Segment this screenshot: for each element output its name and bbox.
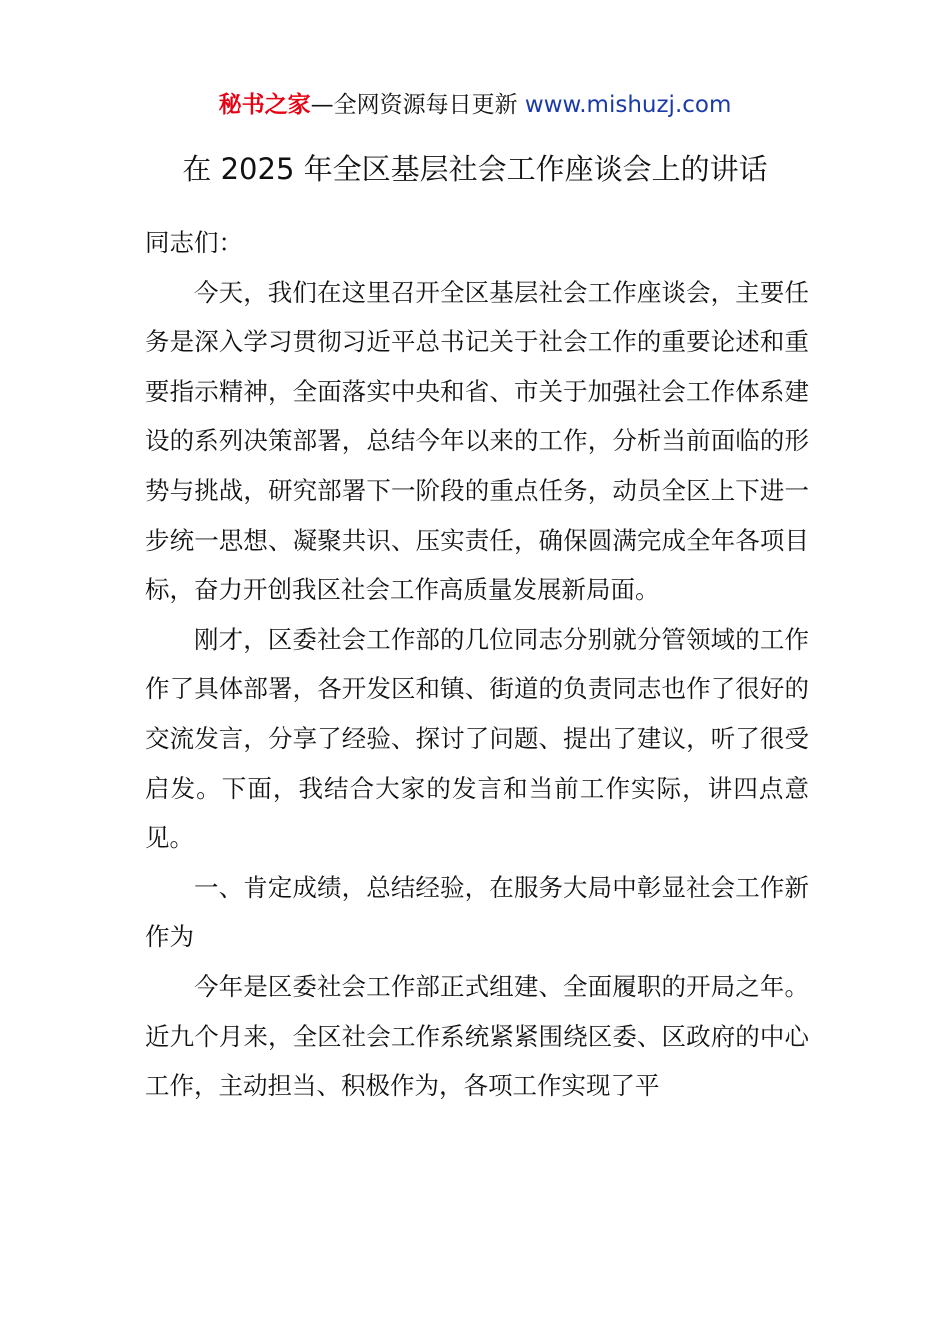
section-heading-1: 一、肯定成绩，总结经验，在服务大局中彰显社会工作新作为 <box>145 872 809 952</box>
site-tagline: —全网资源每日更新 <box>310 92 525 118</box>
document-title: 在 2025 年全区基层社会工作座谈会上的讲话 <box>182 152 768 186</box>
paragraph-transition: 刚才，区委社会工作部的几位同志分别就分管领域的工作作了具体部署，各开发区和镇、街道的负责同志也作了很好的交流发言，分享了经验、探讨了问题、提出了建议，听了很受启发。下面，我结合大家的发言和当前工作实际，讲四点意见。 <box>145 624 809 853</box>
site-banner <box>0 88 950 122</box>
paragraph-section-1: 今年是区委社会工作部正式组建、全面履职的开局之年。近九个月来，全区社会工作系统紧紧围绕区委、区政府的中心工作，主动担当、积极作为，各项工作实现了平 <box>145 971 809 1101</box>
document-body <box>145 218 809 1111</box>
salutation: 同志们： <box>145 228 243 257</box>
site-brand: 秘书之家 <box>218 92 311 118</box>
site-url-link[interactable]: www.mishuzj.com <box>524 92 732 118</box>
paragraph-intro: 今天，我们在这里召开全区基层社会工作座谈会，主要任务是深入学习贯彻习近平总书记关于社会工作的重要论述和重要指示精神，全面落实中央和省、市关于加强社会工作体系建设的系列决策部署，总结今年以来的工作，分析当前面临的形势与挑战，研究部署下一阶段的重点任务，动员全区上下进一步统一思想、凝聚共识、压实责任，确保圆满完成全年各项目标，奋力开创我区社会工作高质量发展新局面。 <box>145 277 809 605</box>
